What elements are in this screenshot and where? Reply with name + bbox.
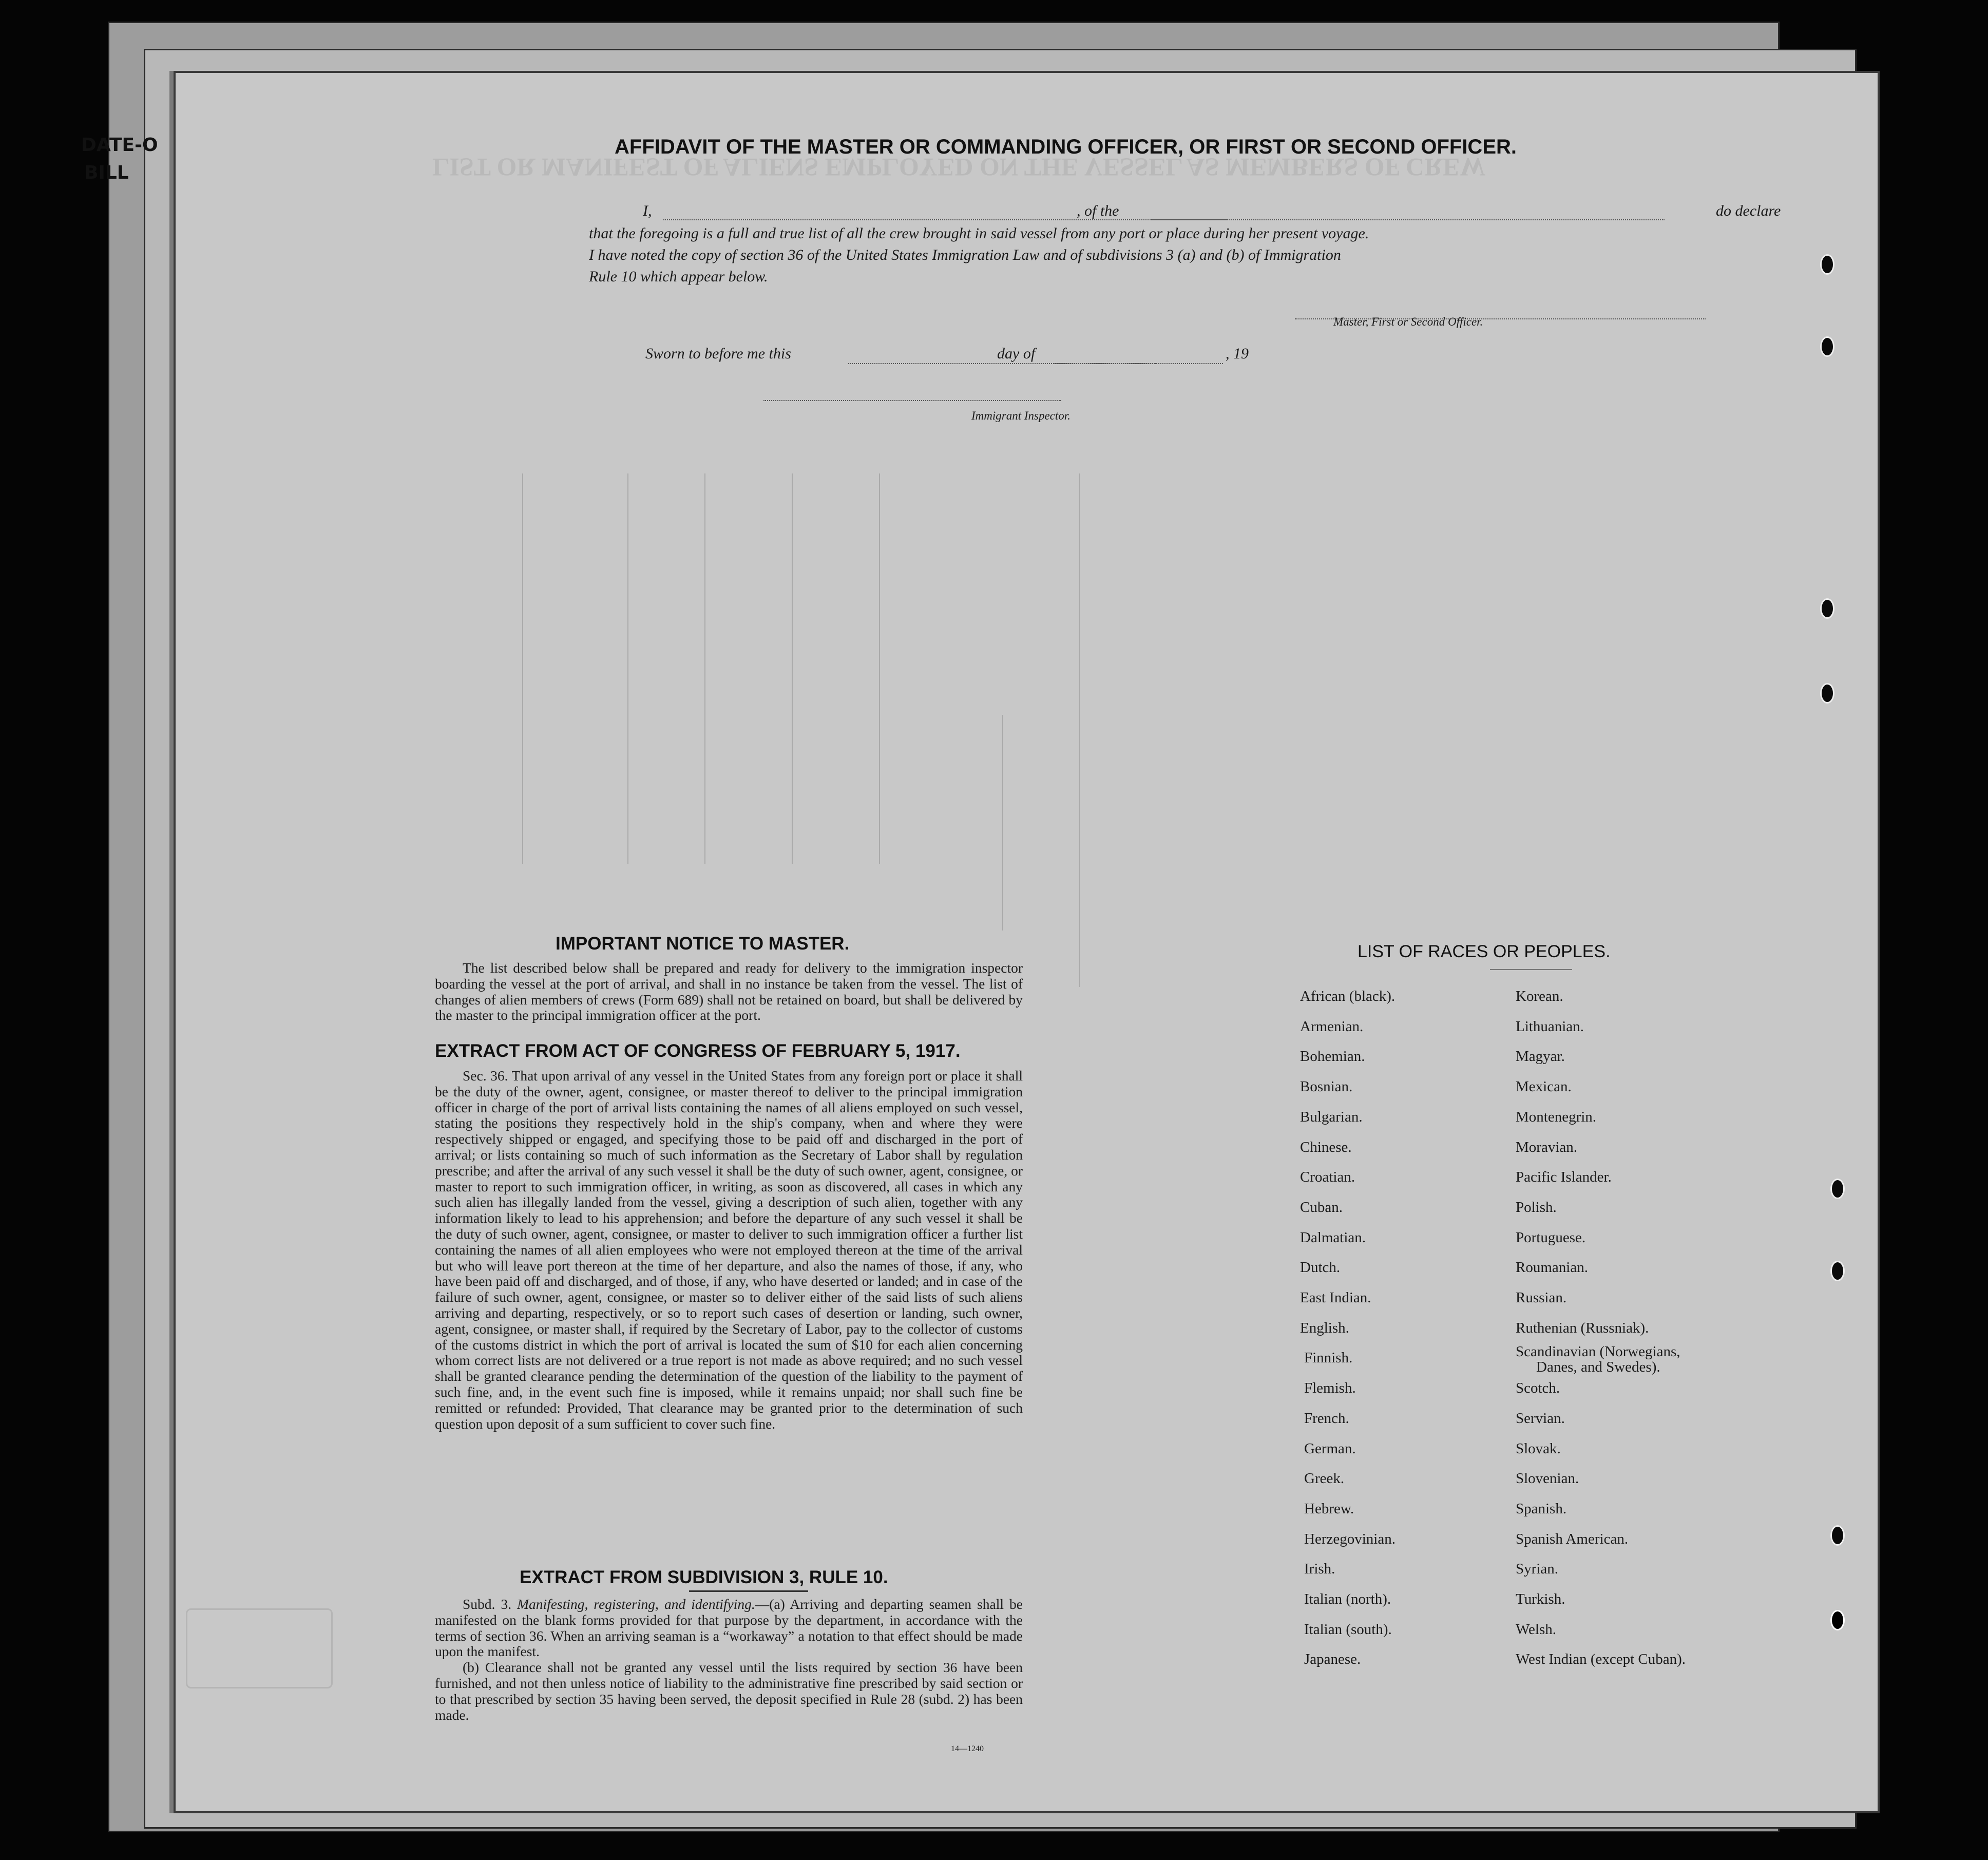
- race-left-item: Cuban.: [1300, 1199, 1343, 1216]
- race-right-item: Syrian.: [1516, 1561, 1558, 1578]
- affidavit-line-3: I have noted the copy of section 36 of the United States Immigration Law and of subdivisions 3 (a) and (b) of Immigration: [589, 246, 1341, 263]
- column-rule: [1002, 715, 1003, 931]
- column-rule: [792, 473, 793, 864]
- race-left-item: Dutch.: [1300, 1259, 1341, 1276]
- race-right-item: Mexican.: [1516, 1078, 1572, 1095]
- binder-hole: [1820, 336, 1834, 357]
- year-text: , 19: [1226, 345, 1249, 362]
- race-right-item: Welsh.: [1516, 1621, 1557, 1638]
- race-left-item: Bulgarian.: [1300, 1108, 1363, 1125]
- race-left-item: Italian (north).: [1304, 1591, 1391, 1607]
- race-right-item: Spanish.: [1516, 1500, 1567, 1517]
- act-paragraph: Sec. 36. That upon arrival of any vessel in the United States from any foreign port or place it shall be the duty of the owner, agent, consignee, or master thereof to deliver to the principal immigration officer in charge of the port of arrival lists containing the names of all aliens employed on such vessel, stating the positions they respectively hold in the ship's company, when and where they were respectively shipped or engaged, and specifying those to be paid off and discharged in the port of arrival; or lists containing so much of such information as the Secretary of Labor shall by regulation prescribe; and after the arrival of any such vessel it shall be the duty of such owner, agent, consignee, or master to report to such immigration officer, in writing, as soon as discovered, all cases in which any such alien has illegally landed from the vessel, giving a description of such alien, together with any information likely to lead to his apprehension; and before the departure of any such vessel it shall be the duty of such owner, agent, consignee, or master to deliver to such immigration officer a further list containing the names of all alien employees who were not employed thereon at the time of the arrival but who will leave port thereon at the time of her departure, and also the names of those, if any, who have been paid off and discharged, and of those, if any, who have deserted or landed; and in case of the failure of such owner, agent, consignee, or master so to deliver either of the said lists of such aliens arriving and departing, respectively, or so to report such cases of desertion or landing, such owner, agent, consignee, or master shall, if required by the Secretary of Labor, pay to the collector of customs of the customs district in which the port of arrival is located the sum of $10 for each alien concerning whom correct lists are not delivered or a true report is not made as above required; and no such vessel shall be granted clearance pending the determination of the question of the liability to the payment of such fine, and, in the event such fine is imposed, while it remains unpaid; nor shall such fine be remitted or refunded: Provided, That clearance may be granted prior to the determination of such question upon deposit of a sum sufficient to cover such fine.: [435, 1068, 1023, 1432]
- rule-subd-label: Subd. 3.: [463, 1596, 512, 1612]
- edge-label-bill: BILL: [84, 162, 129, 183]
- inspector-signature-line: [763, 400, 1061, 401]
- race-left-item: Dalmatian.: [1300, 1229, 1366, 1246]
- race-right-item: Danes, and Swedes).: [1536, 1359, 1660, 1376]
- race-left-item: Italian (south).: [1304, 1621, 1392, 1638]
- race-right-item: Polish.: [1516, 1199, 1557, 1216]
- race-left-item: East Indian.: [1300, 1289, 1371, 1306]
- race-left-item: Croatian.: [1300, 1169, 1355, 1186]
- race-left-item: French.: [1304, 1410, 1349, 1427]
- act-heading: EXTRACT FROM ACT OF CONGRESS OF FEBRUARY 5, 1917.: [435, 1041, 961, 1061]
- race-right-item: Portuguese.: [1516, 1229, 1586, 1246]
- race-left-item: Greek.: [1304, 1470, 1345, 1487]
- day-of-text: day of: [997, 345, 1036, 362]
- rule-paragraph-b: (b) Clearance shall not be granted any vessel until the lists required by section 36 have been furnished, and not then unless notice of liability to the administrative fine prescribed by said section or to that prescribed by section 35 having been served, the deposit specified in Rule 28 (subd. 2) has been made.: [435, 1659, 1023, 1723]
- race-right-item: Korean.: [1516, 988, 1563, 1004]
- binder-hole: [1820, 254, 1834, 275]
- manifest-page: [174, 71, 1880, 1813]
- stamp-mark: [186, 1608, 333, 1688]
- rule-text-a: —(a) Arriving and departing seamen shall be manifested on the blank forms provided for that purpose by the department, in accordance with the terms of section 36. When an arriving seaman is a “workaway” a notation to that effect should be made upon the manifest.: [435, 1596, 1023, 1660]
- binder-hole: [1830, 1179, 1845, 1199]
- rule-heading-underline: [689, 1590, 808, 1592]
- affidavit-line-4: Rule 10 which appear below.: [589, 268, 768, 285]
- notice-heading: IMPORTANT NOTICE TO MASTER.: [556, 934, 850, 954]
- race-left-item: Bohemian.: [1300, 1048, 1365, 1065]
- form-number: 14—1240: [951, 1744, 984, 1753]
- race-right-item: Montenegrin.: [1516, 1108, 1597, 1125]
- binder-hole: [1830, 1525, 1845, 1546]
- race-left-item: Chinese.: [1300, 1138, 1352, 1155]
- rule-subd-title: Manifesting, registering, and identifying.: [517, 1596, 755, 1612]
- race-right-item: Roumanian.: [1516, 1259, 1588, 1276]
- race-right-item: Servian.: [1516, 1410, 1565, 1427]
- race-left-item: Herzegovinian.: [1304, 1530, 1396, 1547]
- race-right-item: Turkish.: [1516, 1591, 1565, 1607]
- race-right-item: Lithuanian.: [1516, 1018, 1584, 1035]
- bleed-through-title: LIST OR MANIFEST OF ALIENS EMPLOYED ON THE VESSEL AS MEMBERS OF CREW: [432, 153, 1486, 182]
- master-signature-label: Master, First or Second Officer.: [1333, 315, 1483, 328]
- races-heading-rule: [1490, 969, 1572, 970]
- race-left-item: Finnish.: [1304, 1350, 1353, 1366]
- race-right-item: Ruthenian (Russniak).: [1516, 1319, 1649, 1336]
- race-right-item: Slovenian.: [1516, 1470, 1579, 1487]
- race-right-item: Pacific Islander.: [1516, 1169, 1612, 1186]
- affidavit-heading: AFFIDAVIT OF THE MASTER OR COMMANDING OFFICER, OR FIRST OR SECOND OFFICER.: [615, 136, 1517, 158]
- name-blank: [663, 219, 1228, 220]
- sworn-month-blank: [1054, 363, 1223, 364]
- affidavit-of-the: , of the: [1077, 202, 1119, 219]
- rule-paragraph-a: [435, 1597, 1023, 1660]
- race-left-item: Armenian.: [1300, 1018, 1364, 1035]
- notice-paragraph: The list described below shall be prepared and ready for delivery to the immigration inspector boarding the vessel at the port of arrival, and shall in no instance be taken from the vessel. The list of changes of alien members of crews (Form 689) shall not be retained on board, but shall be delivered by the master to the principal immigration officer at the port.: [435, 960, 1023, 1023]
- column-rule: [879, 473, 880, 864]
- race-right-item: Slovak.: [1516, 1440, 1561, 1457]
- affidavit-line-2: that the foregoing is a full and true list of all the crew brought in said vessel from any port or place during her present voyage.: [589, 225, 1369, 242]
- column-rule: [522, 473, 523, 864]
- act-text: [435, 1068, 1023, 1432]
- race-right-item: Scandinavian (Norwegians,: [1516, 1343, 1680, 1360]
- race-left-item: Flemish.: [1304, 1380, 1356, 1397]
- rule-heading: EXTRACT FROM SUBDIVISION 3, RULE 10.: [520, 1567, 888, 1587]
- rule-text: [435, 1597, 1023, 1723]
- column-rule: [1079, 473, 1080, 987]
- races-heading: LIST OF RACES OR PEOPLES.: [1358, 942, 1611, 961]
- race-left-item: Bosnian.: [1300, 1078, 1353, 1095]
- race-left-item: English.: [1300, 1319, 1349, 1336]
- edge-label-date: DATE-O: [81, 135, 158, 156]
- binder-hole: [1830, 1610, 1845, 1630]
- notice-text: [435, 960, 1023, 1023]
- race-right-item: Spanish American.: [1516, 1530, 1629, 1547]
- affidavit-i: I,: [643, 202, 652, 219]
- binder-hole: [1820, 598, 1834, 619]
- race-right-item: Magyar.: [1516, 1048, 1565, 1065]
- affidavit-do-declare: do declare: [1716, 202, 1781, 219]
- race-left-item: Hebrew.: [1304, 1500, 1354, 1517]
- sworn-text: Sworn to before me this: [645, 345, 791, 362]
- race-left-item: African (black).: [1300, 988, 1396, 1004]
- inspector-label: Immigrant Inspector.: [971, 409, 1071, 422]
- race-right-item: Russian.: [1516, 1289, 1567, 1306]
- race-left-item: Japanese.: [1304, 1651, 1361, 1668]
- race-left-item: Irish.: [1304, 1561, 1335, 1578]
- race-left-item: German.: [1304, 1440, 1356, 1457]
- vessel-blank: [1151, 219, 1665, 220]
- race-right-item: Scotch.: [1516, 1380, 1560, 1397]
- binder-hole: [1820, 683, 1834, 704]
- binder-hole: [1830, 1261, 1845, 1281]
- column-rule: [704, 473, 705, 864]
- column-rule: [627, 473, 628, 864]
- race-right-item: Moravian.: [1516, 1138, 1577, 1155]
- race-right-item: West Indian (except Cuban).: [1516, 1651, 1686, 1668]
